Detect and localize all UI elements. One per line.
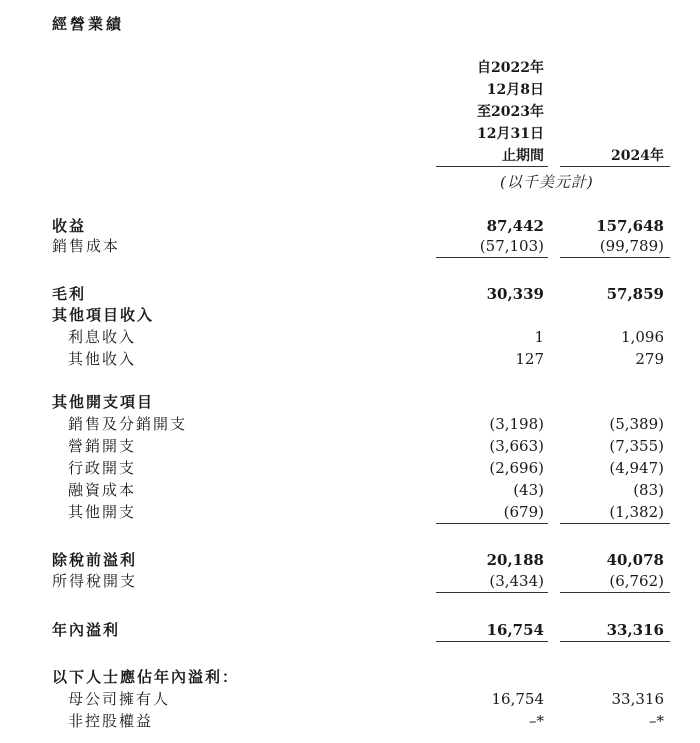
row-value-col2: 1,096 [621,328,664,346]
row-value-col2: (99,789) [599,237,664,255]
subtotal-rule-col1 [436,257,548,258]
row-value-col2: (5,389) [609,415,664,433]
row-value-col2: 33,316 [606,621,664,639]
row-label: 利息收入 [68,328,137,346]
subtotal-rule-col1 [436,592,548,593]
row-label: 行政開支 [68,459,137,477]
col1-header-line-2: 12月8日 [486,82,544,98]
row-value-col1: –* [529,712,544,730]
row-label: 毛利 [52,285,87,303]
row-value-col1: 1 [534,328,544,346]
row-label: 營銷開支 [68,437,137,455]
row-value-col2: –* [649,712,664,730]
row-value-col2: (83) [633,481,664,499]
row-value-col2: 33,316 [611,690,664,708]
row-value-col2: (4,947) [609,459,664,477]
row-value-col1: 20,188 [486,551,544,569]
row-label: 非控股權益 [68,712,154,730]
row-value-col1: (3,663) [489,437,544,455]
row-label: 收益 [52,217,87,235]
header-rule-col1 [436,166,548,167]
row-value-col1: 127 [515,350,544,368]
row-label: 所得稅開支 [52,572,138,590]
col1-header-line-3: 至2023年 [477,104,544,120]
section-label: 其他開支項目 [52,393,155,411]
row-value-col2: (1,382) [609,503,664,521]
page-title: 經營業績 [52,15,125,33]
row-value-col1: 30,339 [486,285,544,303]
row-label: 融資成本 [68,481,137,499]
row-value-col2: (7,355) [609,437,664,455]
row-label: 母公司擁有人 [68,690,171,708]
row-value-col1: (2,696) [489,459,544,477]
row-value-col1: (43) [513,481,544,499]
row-value-col1: (57,103) [479,237,544,255]
row-value-col2: (6,762) [609,572,664,590]
row-value-col1: 87,442 [486,217,544,235]
unit-note: (以千美元計) [500,173,594,191]
subtotal-rule-col2 [560,257,670,258]
col1-header-line-4: 12月31日 [477,126,544,142]
subtotal-rule-col2 [560,592,670,593]
subtotal-rule-col1 [436,523,548,524]
subtotal-rule-col2 [560,523,670,524]
row-value-col1: 16,754 [491,690,544,708]
row-value-col1: 16,754 [486,621,544,639]
row-label: 其他收入 [68,350,137,368]
row-value-col1: (3,434) [489,572,544,590]
row-value-col2: 157,648 [596,217,664,235]
row-value-col2: 57,859 [606,285,664,303]
total-rule-col1 [436,641,548,642]
row-value-col2: 279 [635,350,664,368]
section-label: 其他項目收入 [52,306,155,324]
section-label: 以下人士應佔年內溢利： [52,668,240,686]
col2-header: 2024年 [611,148,664,164]
row-value-col1: (3,198) [489,415,544,433]
row-label: 銷售及分銷開支 [68,415,188,433]
row-label: 除稅前溢利 [52,551,138,569]
row-value-col2: 40,078 [606,551,664,569]
row-label: 年內溢利 [52,621,121,639]
row-label: 其他開支 [68,503,137,521]
row-value-col1: (679) [503,503,544,521]
col1-header-line-5: 止期間 [502,148,544,164]
header-rule-col2 [560,166,670,167]
row-label: 銷售成本 [52,237,121,255]
total-rule-col2 [560,641,670,642]
col1-header-line-1: 自2022年 [477,60,544,76]
